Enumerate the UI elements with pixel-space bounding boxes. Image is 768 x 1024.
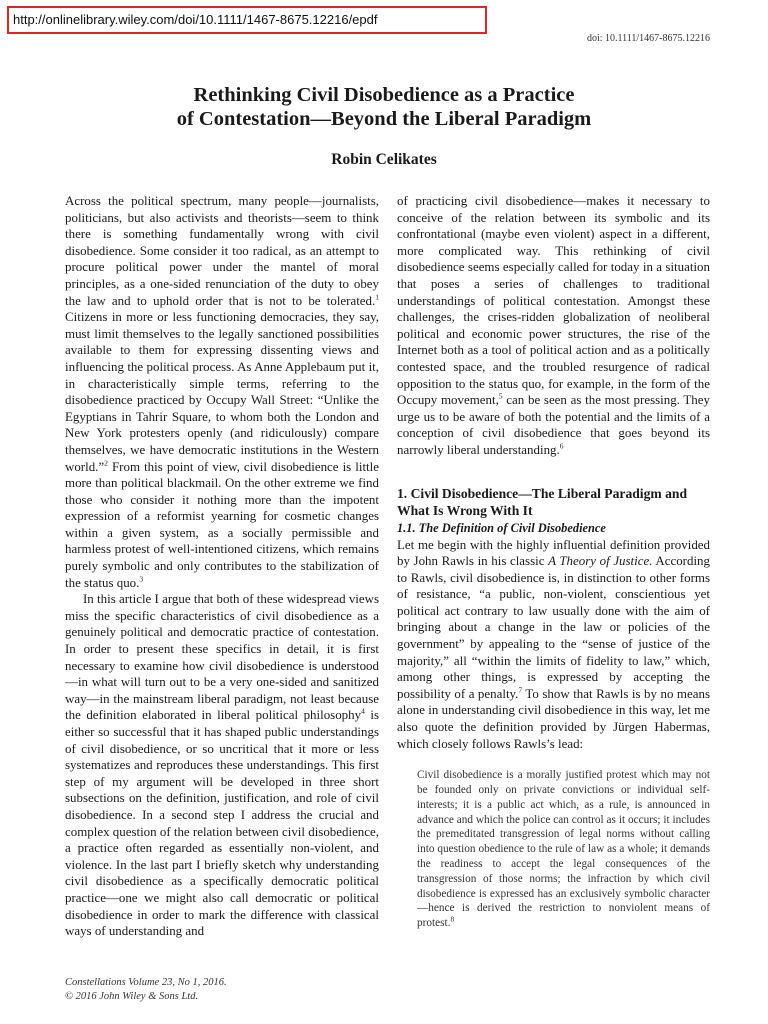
- footnote-ref-8[interactable]: 8: [450, 914, 455, 924]
- right-column: [397, 193, 710, 931]
- left-column: [65, 193, 379, 940]
- quote-text: Civil disobedience is a morally justified protest which may not be founded only on private convictions or individual self-interests; it is a public act which, as a rule, is announced in advance and which the police can control as it occurs; it includes the premeditated transgression of legal norms without calling into question obedience to the rule of law as a whole; it demands the readiness to accept the legal consequences of the transgression of those norms; the infraction by which civil disobedience is expressed has an exclusively symbolic character—hence is derived the restriction to nonviolent means of protest.: [417, 769, 710, 930]
- paragraph-3-text-b: can be seen as the most pressing. They urge us to be aware of both the potential and the limits of a conception of civil disobedience that goes beyond its narrowly liberal understanding.: [397, 392, 710, 457]
- paragraph-2-text-a: In this article I argue that both of these widespread views miss the specific characteristics of civil disobedience as a genuinely political and democratic practice of contestation. In order to present these specifics in detail, it is first necessary to examine how civil disobedience is understood—in what will turn out to be a very one-sided and sanitized way—in the mainstream liberal paradigm, not least because the definition elaborated in liberal political philosophy: [65, 591, 379, 723]
- paragraph-1-text-a: Across the political spectrum, many people—journalists, politicians, but also activists and theorists—seem to think there is something fundamentally wrong with civil disobedience. Some consider it too radical, as an attempt to procure political power under the mantel of moral principles, as a one-sided renunciation of the duty to obey the law and to uphold order that is not to be tolerated.: [65, 193, 379, 308]
- section-1-heading: 1. Civil Disobedience—The Liberal Paradigm and What Is Wrong With It: [397, 485, 688, 518]
- copyright-notice: © 2016 John Wiley & Sons Ltd.: [65, 991, 199, 1002]
- habermas-quote: [417, 768, 710, 931]
- footnote-ref-2[interactable]: 2: [104, 458, 108, 468]
- footnote-ref-4[interactable]: 4: [361, 707, 365, 717]
- title-line-1: Rethinking Civil Disobedience as a Practice: [193, 84, 575, 106]
- article-title: [0, 83, 768, 131]
- footnote-ref-6[interactable]: 6: [559, 441, 564, 451]
- url-bar[interactable]: http://onlinelibrary.wiley.com/doi/10.1111/1467-8675.12216/epdf: [7, 6, 487, 34]
- title-line-2: of Contestation—Beyond the Liberal Paradigm: [176, 108, 592, 130]
- paragraph-1-text-c: From this point of view, civil disobedience is little more than political blackmail. On the other extreme we find those who consider it nothing more than the impotent expression of a reformist yearning for cosmetic changes within a given system, as a socially permissible and harmless protest of well-intentioned citizens, which remains purely symbolic and only contributes to the stabilization of the status quo.: [65, 458, 379, 590]
- paragraph-4: [397, 537, 710, 753]
- paragraph-4-text-b: According to Rawls, civil disobedience is, in distinction to other forms of resistance, “a public, non-violent, conscientious yet political act contrary to law usually done with the aim of bringing about a change in the law or policies of the government” by appealing to the “sense of justice of the majority,” all “within the limits of fidelity to law,” which, among other things, is expressed by accepting the possibility of a penalty.: [397, 553, 710, 701]
- paragraph-4-text-c: To show that Rawls is by no means alone in understanding civil disobedience in this way, let me also quote the definition provided by Jürgen Habermas, which closely follows Rawls’s lead:: [397, 685, 710, 751]
- book-title: A Theory of Justice.: [548, 553, 653, 569]
- paragraph-4-text-a: Let me begin with the highly influential definition provided by John Rawls in his classic: [397, 536, 710, 569]
- footnote-ref-5[interactable]: 5: [498, 391, 503, 401]
- doi-label: doi: 10.1111/1467-8675.12216: [586, 33, 710, 44]
- journal-citation: Constellations Volume 23, No 1, 2016.: [65, 977, 227, 988]
- paragraph-3-text-a: of practicing civil disobedience—makes it necessary to conceive of the relation between its symbolic and its confrontational (maybe even violent) aspect in a different, more complicated way. This rethinking of civil disobedience seems especially called for today in a situation that poses a series of challenges to traditional understandings of political contestation. Amongst these challenges, the crises-ridden globalization of neoliberal political and economic power structures, the rise of the Internet both as a tool of political action and as a politically contested space, and the troubled resurgence of radical opposition to the status quo, for example, in the form of the Occupy movement,: [397, 193, 710, 408]
- page-footer: [65, 976, 227, 1004]
- footnote-ref-7[interactable]: 7: [518, 685, 523, 695]
- paragraph-3: [397, 193, 710, 459]
- paragraph-1: [65, 193, 379, 591]
- paragraph-1-text-b: Citizens in more or less functioning democracies, they say, must limit themselves to the legally sanctioned possibilities available to them for expressing dissenting views and influencing the political process. As Anne Applebaum put it, in characteristically simple terms, referring to the disobedience practiced by Occupy Wall Street: “Unlike the Egyptians in Tahrir Square, to whom both the London and New York protesters openly (and ridiculously) compare themselves, we have democratic institutions in the Western world.”: [65, 309, 379, 474]
- footnote-ref-3[interactable]: 3: [139, 574, 144, 584]
- author-name: Robin Celikates: [331, 151, 437, 168]
- subsection-1-1-heading: 1.1. The Definition of Civil Disobedience: [397, 520, 606, 535]
- footnote-ref-1[interactable]: 1: [375, 292, 379, 302]
- paragraph-2-text-b: is either so successful that it has shaped public understandings of civil disobedience, or so uncritical that it more or less systematizes and reproduces these understandings. This first step of my argument will be developed in three short subsections on the definition, justification, and role of civil disobedience. In a second step I address the crucial and complex question of the relation between civil disobedience, a practice often regarded as essentially non-violent, and violence. In the last part I briefly sketch why understanding civil disobedience as a specifically democratic political practice—one we might also call democratic or political disobedience in order to mark the difference with classical ways of understanding and: [65, 707, 379, 939]
- paragraph-2: [65, 591, 379, 939]
